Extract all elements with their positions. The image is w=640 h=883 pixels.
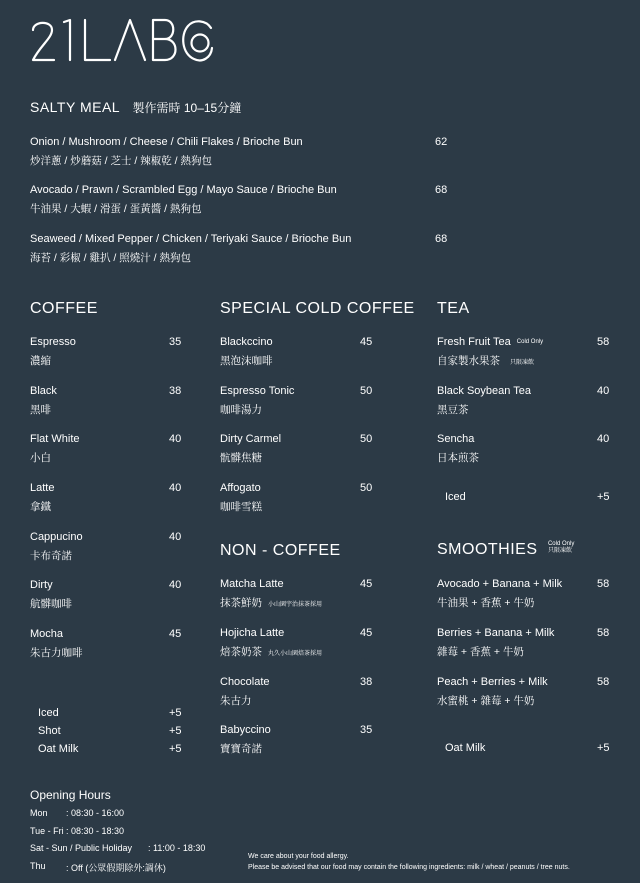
item-price: 58 — [597, 336, 610, 348]
allergy-notice — [248, 851, 570, 873]
hours-time: : 08:30 - 16:00 — [66, 808, 125, 818]
hours-time: : 08:30 - 18:30 — [66, 826, 125, 836]
item-name-en: Espresso — [30, 336, 76, 348]
coffee-title: COFFEE — [30, 300, 98, 317]
item-price: 68 — [435, 233, 448, 245]
tea-item — [437, 433, 479, 465]
item-price: 40 — [169, 482, 182, 494]
addon-price: +5 — [597, 742, 610, 754]
item-name-zh: 水蜜桃 + 雜莓 + 牛奶 — [437, 695, 535, 707]
item-price: 35 — [169, 336, 182, 348]
hours-day: Mon — [30, 808, 48, 818]
special-cold-item — [220, 385, 294, 417]
item-name-en: Cappucino — [30, 531, 83, 543]
item-name-zh: 炒洋蔥 / 炒蘑菇 / 芝士 / 辣椒乾 / 熱狗包 — [30, 155, 213, 167]
item-price: 35 — [360, 724, 373, 736]
salty-item — [30, 136, 303, 168]
item-name-en: Peach + Berries + Milk — [437, 676, 548, 688]
smoothies-note-zh: 只限凍飲 — [547, 548, 572, 554]
item-price: 62 — [435, 136, 448, 148]
item-name-zh: 咖啡湯力 — [220, 404, 262, 416]
addon-name: Shot — [38, 725, 61, 737]
special-cold-item — [220, 433, 281, 465]
item-name-en: Onion / Mushroom / Cheese / Chili Flakes / Brioche Bun — [30, 136, 303, 148]
opening-hours-title: Opening Hours — [30, 788, 111, 802]
item-price: 58 — [597, 627, 610, 639]
non-coffee-item — [220, 724, 271, 756]
item-name-en: Dirty Carmel — [220, 433, 282, 445]
item-name-en: Berries + Banana + Milk — [437, 627, 555, 639]
coffee-item — [30, 433, 80, 465]
item-price: 45 — [360, 336, 373, 348]
item-price: 40 — [169, 433, 182, 445]
item-name-zh: 黑泡沫咖啡 — [220, 355, 273, 367]
item-name-zh: 海苔 / 彩椒 / 雞扒 / 照燒汁 / 熱狗包 — [30, 252, 192, 264]
item-price: 45 — [360, 578, 373, 590]
item-name-zh: 濃縮 — [30, 355, 51, 367]
item-price: 40 — [169, 579, 182, 591]
item-price: 50 — [360, 433, 373, 445]
coffee-item — [30, 336, 76, 368]
item-name-zh: 黑豆茶 — [437, 404, 469, 416]
hours-day: Tue - Fri — [30, 826, 64, 836]
coffee-item — [30, 628, 83, 660]
non-coffee-item — [220, 676, 270, 708]
item-name-zh: 寶寶奇諾 — [220, 743, 262, 755]
item-name-zh: 雜莓 + 香蕉 + 牛奶 — [437, 646, 524, 658]
non-coffee-item — [220, 578, 322, 610]
item-name-en: Black — [30, 385, 57, 397]
item-name-en: Babyccino — [220, 724, 271, 736]
hours-time: : Off (公眾假期除外:調休) — [66, 863, 166, 873]
item-name-en: Fresh Fruit Tea — [437, 336, 511, 348]
salty-item — [30, 184, 337, 216]
item-note: 丸久小山園焙茶採用 — [268, 650, 323, 657]
item-name-zh: 自家製水果茶 — [437, 355, 500, 367]
item-name-zh: 日本煎茶 — [437, 452, 479, 464]
addon-price: +5 — [169, 707, 182, 719]
salty-meal-subtitle: 製作需時 10–15分鐘 — [132, 101, 242, 115]
item-name-en: Seaweed / Mixed Pepper / Chicken / Teriyaki Sauce / Brioche Bun — [30, 233, 352, 245]
item-name-zh: 黑啡 — [30, 404, 51, 416]
smoothies-note-en: Cold Only — [547, 541, 575, 547]
item-name-zh: 咖啡雪糕 — [220, 501, 262, 513]
item-name-zh: 抹茶鮮奶 — [220, 597, 262, 609]
addon-name: Oat Milk — [445, 742, 486, 754]
addon-name: Iced — [38, 707, 59, 719]
item-name-zh: 骯髒焦糖 — [220, 452, 262, 464]
item-price: 68 — [435, 184, 448, 196]
smoothie-item — [437, 676, 548, 708]
item-name-zh: 焙茶奶茶 — [220, 646, 262, 658]
coffee-item — [30, 579, 72, 611]
item-name-en: Latte — [30, 482, 55, 494]
item-price: 58 — [597, 676, 610, 688]
smoothies-header — [437, 541, 574, 559]
item-name-en: Affogato — [220, 482, 261, 494]
salty-meal-header — [30, 99, 241, 117]
special-cold-item — [220, 482, 262, 514]
item-name-en: Blackccino — [220, 336, 273, 348]
allergy-line-2: Please be advised that our food may contain the following ingredients: milk / wheat / peanuts / tree nuts. — [248, 864, 570, 871]
item-name-zh: 拿鐵 — [30, 501, 51, 513]
item-name-en: Mocha — [30, 628, 64, 640]
addon-name: Iced — [445, 491, 466, 503]
coffee-item — [30, 531, 83, 563]
special-cold-item — [220, 336, 273, 368]
item-price: 50 — [360, 482, 373, 494]
tea-item — [437, 336, 543, 368]
allergy-line-1: We care about your food allergy. — [248, 853, 349, 860]
item-price: 45 — [360, 627, 373, 639]
item-price: 58 — [597, 578, 610, 590]
smoothie-item — [437, 627, 554, 659]
tea-item — [437, 385, 531, 417]
item-name-en: Chocolate — [220, 676, 270, 688]
addon-name: Oat Milk — [38, 743, 79, 755]
item-name-zh: 牛油果 + 香蕉 + 牛奶 — [437, 597, 535, 609]
item-name-en: Black Soybean Tea — [437, 385, 531, 397]
item-name-en: Sencha — [437, 433, 475, 445]
item-name-zh: 朱古力 — [220, 695, 252, 707]
item-name-en: Dirty — [30, 579, 53, 591]
item-price: 50 — [360, 385, 373, 397]
salty-meal-title: SALTY MEAL — [30, 99, 121, 115]
non-coffee-item — [220, 627, 322, 659]
item-name-zh: 牛油果 / 大蝦 / 滑蛋 / 蛋黃醬 / 熱狗包 — [30, 203, 202, 215]
hours-day: Sat - Sun / Public Holiday — [30, 843, 133, 853]
item-name-en: Flat White — [30, 433, 80, 445]
item-name-zh: 朱古力咖啡 — [30, 647, 83, 659]
hours-day: Thu — [30, 861, 46, 871]
special-cold-title: SPECIAL COLD COFFEE — [220, 300, 415, 317]
item-name-en: Matcha Latte — [220, 578, 284, 590]
item-note: 只限凍飲 — [510, 359, 535, 366]
tea-title: TEA — [437, 300, 470, 317]
item-price: 40 — [169, 531, 182, 543]
coffee-item — [30, 385, 57, 417]
item-name-en: Espresso Tonic — [220, 385, 295, 397]
item-name-en: Avocado + Banana + Milk — [437, 578, 563, 590]
item-name-zh: 小白 — [30, 452, 51, 464]
item-name-en: Avocado / Prawn / Scrambled Egg / Mayo Sauce / Brioche Bun — [30, 184, 337, 196]
addon-price: +5 — [169, 743, 182, 755]
item-name-zh: 卡布奇諾 — [30, 550, 72, 562]
hours-time: : 11:00 - 18:30 — [148, 843, 206, 853]
item-note: Cold Only — [516, 339, 544, 346]
coffee-item — [30, 482, 54, 514]
salty-item — [30, 233, 351, 265]
item-name-en: Hojicha Latte — [220, 627, 285, 639]
item-note: 小山園宇治抹茶採用 — [268, 601, 323, 608]
item-price: 38 — [360, 676, 373, 688]
addon-price: +5 — [597, 491, 610, 503]
smoothies-title: SMOOTHIES — [437, 541, 538, 558]
item-price: 40 — [597, 385, 610, 397]
smoothie-item — [437, 578, 562, 610]
item-name-zh: 航髒咖啡 — [30, 598, 72, 610]
brand-logo — [30, 18, 215, 66]
item-price: 38 — [169, 385, 182, 397]
item-price: 40 — [597, 433, 610, 445]
addon-price: +5 — [169, 725, 182, 737]
non-coffee-title: NON - COFFEE — [220, 542, 341, 559]
item-price: 45 — [169, 628, 182, 640]
